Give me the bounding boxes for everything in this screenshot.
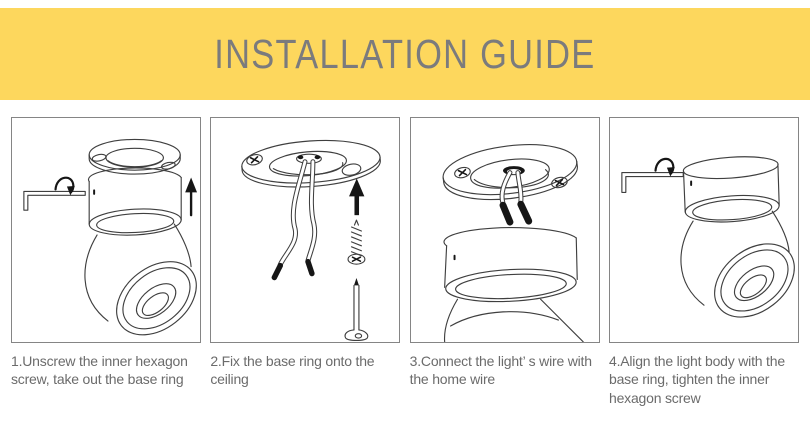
anchor-icon [345, 278, 368, 340]
light-head [85, 224, 200, 342]
wire-grommet [503, 166, 525, 175]
up-arrow-icon [185, 178, 197, 216]
step-4-illustration [610, 118, 798, 342]
header-banner [0, 8, 810, 100]
light-head [681, 211, 798, 332]
step-2-caption: 2.Fix the base ring onto the ceiling [210, 353, 375, 388]
step-3-illustration [411, 118, 599, 342]
step-3-caption: 3.Connect the light’ s wire with the home wire [409, 353, 592, 388]
captions-row [0, 352, 810, 407]
screw-icon [348, 220, 365, 264]
wires [275, 162, 315, 278]
rotate-arrow-icon [656, 159, 675, 177]
up-arrow-icon [349, 179, 364, 216]
steps-row [0, 117, 810, 343]
step-3-panel [410, 117, 600, 343]
phillips-screw-icon [246, 153, 264, 166]
step-2-panel [210, 117, 400, 343]
step-1-caption: 1.Unscrew the inner hexagon screw, take out the base ring [11, 353, 188, 388]
hex-key-icon [24, 191, 85, 210]
light-body [444, 228, 577, 305]
light-body [683, 154, 780, 225]
step-1-illustration [12, 118, 200, 342]
rotate-arrow-icon [56, 178, 75, 196]
step-4-panel [609, 117, 799, 343]
step-4-caption: 4.Align the light body with the base ring, tighten the inner hexagon screw [608, 353, 785, 406]
light-body [88, 168, 181, 237]
phillips-screw-icon [453, 166, 471, 179]
hex-key-icon [622, 173, 683, 193]
page-title: INSTALLATION GUIDE [214, 30, 596, 77]
step-1-panel [11, 117, 201, 343]
light-head-partial [444, 299, 583, 342]
step-2-illustration [211, 118, 399, 342]
base-ring [89, 139, 180, 174]
